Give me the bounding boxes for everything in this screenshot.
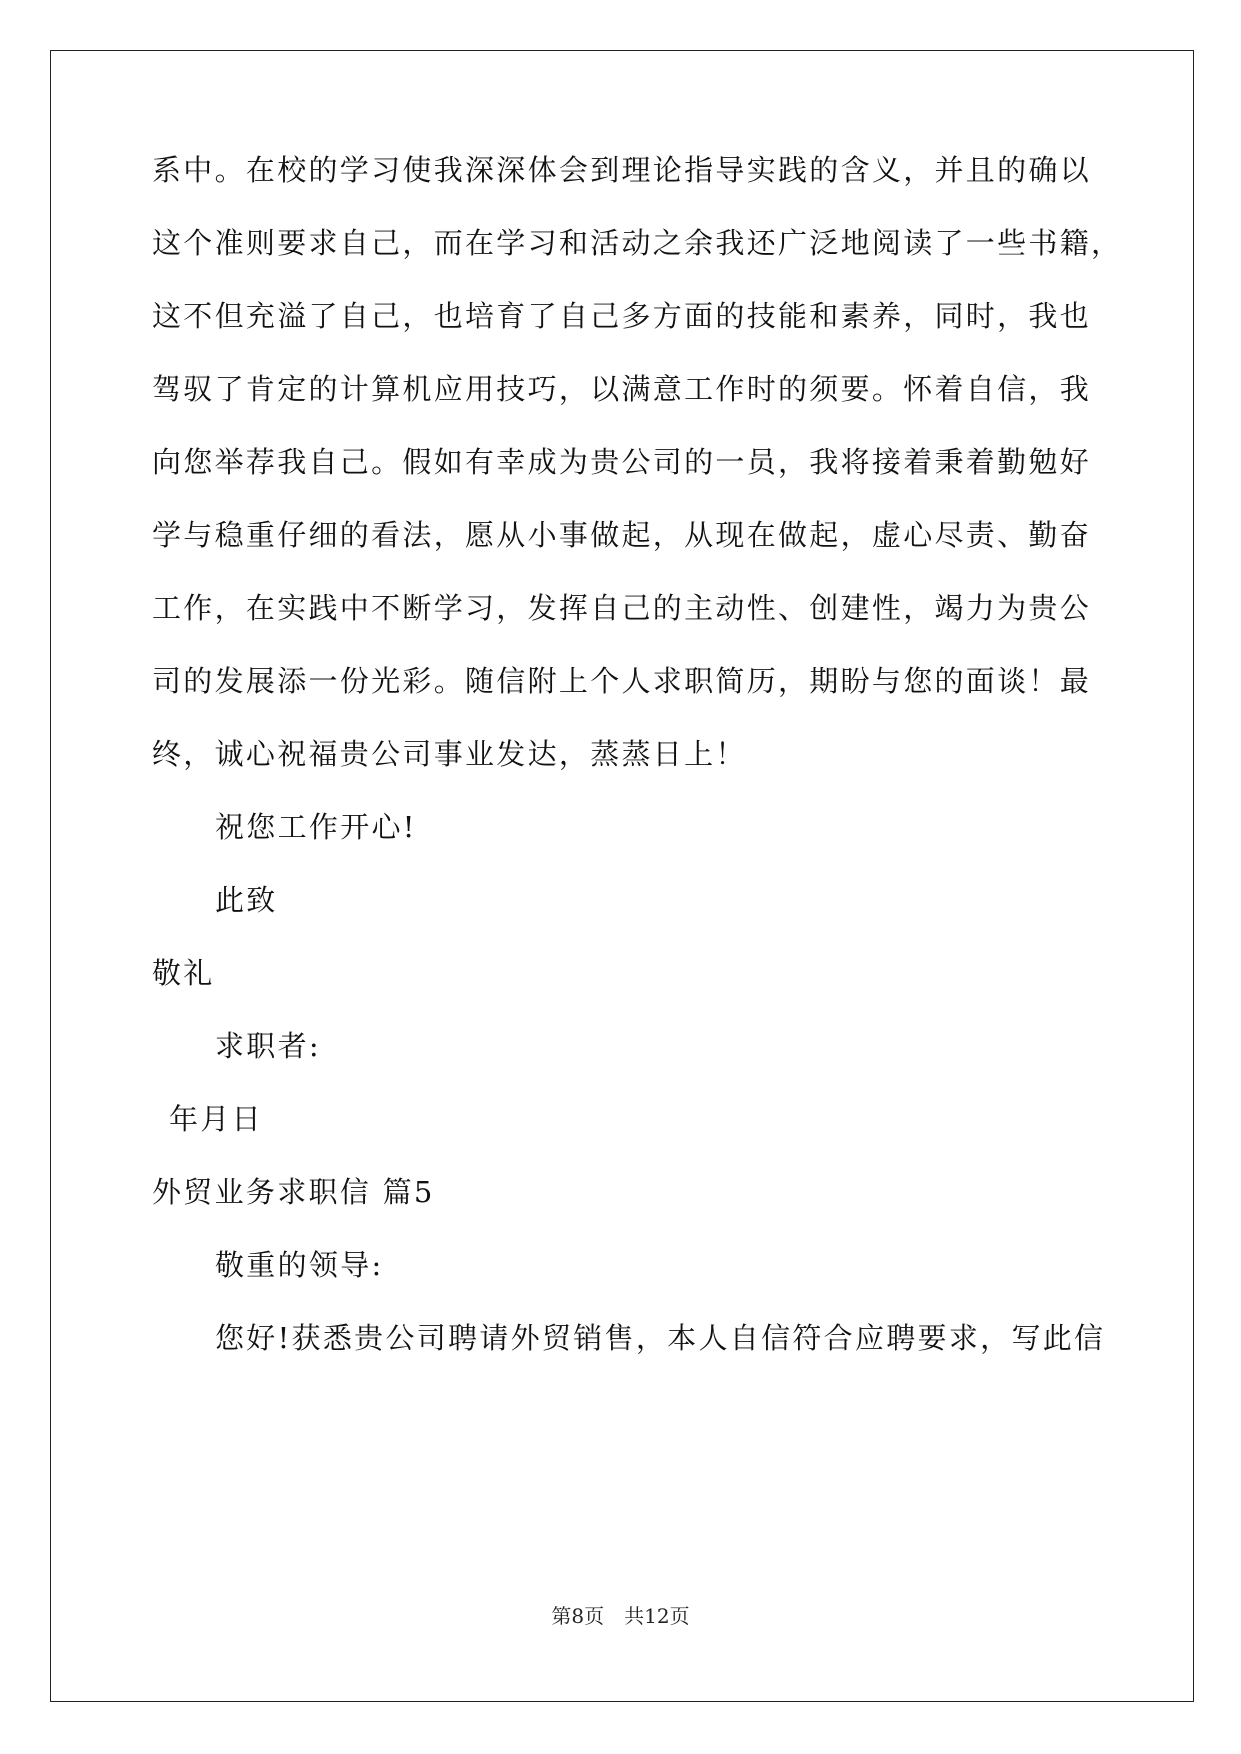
closing-salute: 敬礼 [152, 956, 215, 990]
paragraph-line: 司的发展添一份光彩。随信附上个人求职简历，期盼与您的面谈！最 [152, 664, 1092, 698]
paragraph-line: 终，诚心祝福贵公司事业发达，蒸蒸日上！ [152, 737, 747, 771]
paragraph-line: 向您举荐我自己。假如有幸成为贵公司的一员，我将接着秉着勤勉好 [152, 445, 1092, 479]
paragraph-line: 这不但充溢了自己，也培育了自己多方面的技能和素养，同时，我也 [152, 299, 1092, 333]
paragraph-line: 这个准则要求自己，而在学习和活动之余我还广泛地阅读了一些书籍， [152, 226, 1123, 260]
signature-date: 年月日 [169, 1102, 263, 1136]
paragraph-line: 工作，在实践中不断学习，发挥自己的主动性、创建性，竭力为贵公 [152, 591, 1092, 625]
section-title: 外贸业务求职信 篇5 [152, 1175, 435, 1209]
page-number: 第8页 共12页 [551, 1604, 690, 1628]
paragraph-line: 系中。在校的学习使我深深体会到理论指导实践的含义，并且的确以 [152, 153, 1092, 187]
paragraph-line: 学与稳重仔细的看法，愿从小事做起，从现在做起，虚心尽责、勤奋 [152, 518, 1092, 552]
page-footer [0, 1600, 1241, 1629]
paragraph-line: 驾驭了肯定的计算机应用技巧，以满意工作时的须要。怀着自信，我 [152, 372, 1092, 406]
letter-opening: 您好!获悉贵公司聘请外贸销售，本人自信符合应聘要求，写此信 [215, 1321, 1106, 1355]
closing-wish: 祝您工作开心! [215, 810, 417, 844]
applicant-signature: 求职者: [215, 1029, 321, 1063]
closing-regards: 此致 [215, 883, 278, 917]
letter-salutation: 敬重的领导: [215, 1248, 384, 1282]
